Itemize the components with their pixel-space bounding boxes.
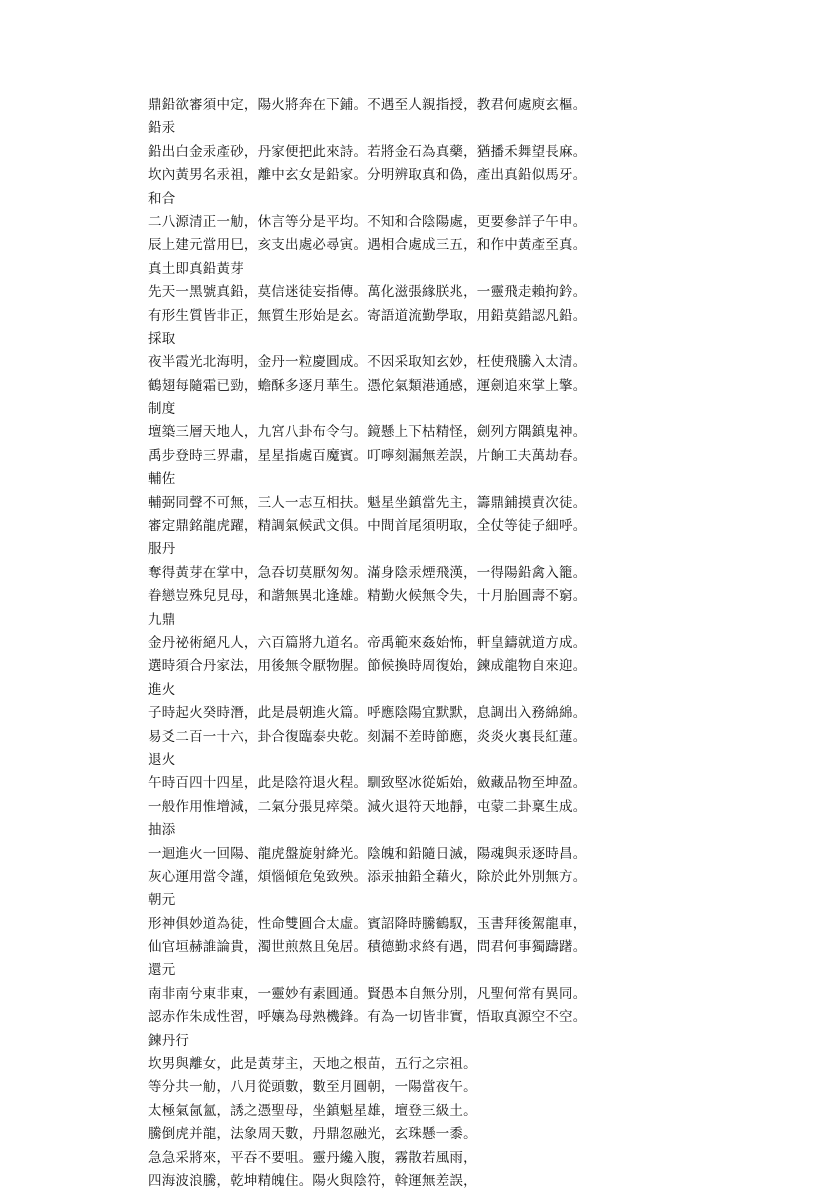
text-line: 眷戀豈殊兒見母，和諧無異北逢雄。精勤火候無令失，十月胎圓壽不窮。 (148, 588, 587, 605)
text-line: 鶴翅每隨霜已勁，蟾酥多逐月華生。憑佗氣類港通感，運劍追來掌上擎。 (148, 377, 587, 394)
text-line: 等分共一觔，八月從頭數，數至月圓朝，一陽當夜午。 (148, 1079, 477, 1096)
text-line: 一迴進火一回陽、龍虎盤旋射絳光。陰魄和鉛隨日滅，陽魂與汞逐時昌。 (148, 845, 587, 862)
text-line: 抽添 (148, 822, 176, 839)
text-line: 南非南兮東非東，一靈妙有素圓通。賢愚本自無分別，凡聖何常有異同。 (148, 985, 587, 1002)
text-line: 輔弼同聲不可無，三人一志互相扶。魁星坐鎮當先主，籌鼎鋪摸責次徒。 (148, 494, 587, 511)
text-line: 制度 (148, 401, 176, 418)
text-line: 九鼎 (148, 611, 176, 628)
text-line: 一般作用惟增減，二氣分張見瘁榮。減火退符天地靜，屯蒙二卦稟生成。 (148, 798, 587, 815)
text-line: 輔佐 (148, 471, 176, 488)
text-line: 採取 (148, 330, 176, 347)
text-line: 還元 (148, 962, 176, 979)
text-line: 四海波浪騰，乾坤精魄住。陽火與陰符，斡運無差誤， (148, 1172, 477, 1189)
text-body (148, 94, 788, 1193)
text-line: 鉛出白金汞產砂，丹家便把此來詩。若將金石為真藥，猶播禾舞望長麻。 (148, 143, 587, 160)
text-line: 易爻二百一十六，卦合復臨泰央乾。刻漏不差時節應，炎炎火裏長紅蓮。 (148, 728, 587, 745)
text-line: 坎男與離女，此是黃芽主，天地之根苗，五行之宗祖。 (148, 1056, 477, 1073)
text-line: 夜半霞光北海明，金丹一粒慶圓成。不因采取知玄妙，枉使飛騰入太清。 (148, 354, 587, 371)
text-line: 選時須合丹家法，用後無令厭物腥。節候換時周復始，鍊成龍物自來迎。 (148, 658, 587, 675)
text-line: 審定鼎銘龍虎躍，精調氣候武文俱。中間首尾須明取，全仗等徒子細呼。 (148, 518, 587, 535)
text-line: 坎內黃男名汞祖，離中玄女是鉛家。分明辨取真和偽，產出真鉛似馬牙。 (148, 167, 587, 184)
text-line: 奪得黃芽在掌中，急吞切莫厭匆匆。滿身陰汞煙飛漢，一得陽鉛禽入籠。 (148, 564, 587, 581)
text-line: 二八源清正一觔，休言等分是平均。不知和合陰陽處，更要參詳子午申。 (148, 213, 587, 230)
text-line: 騰倒虎并龍，法象周天數，丹鼎忽融光，玄珠懸一黍。 (148, 1126, 477, 1143)
text-line: 認赤作朱成性習，呼孃為母熟機鋒。有為一切皆非實，悟取真源空不空。 (148, 1009, 587, 1026)
text-line: 退火 (148, 751, 176, 768)
text-line: 辰上建元當用巳，亥支出處必尋寅。遇相合處成三五，和作中黃產至真。 (148, 237, 587, 254)
text-line: 和合 (148, 190, 176, 207)
text-line: 壇築三層天地人，九宮八卦布令勻。鏡懸上下枯精怪，劍列方隅鎮鬼神。 (148, 424, 587, 441)
text-line: 急急采將來，平吞不要咀。靈丹纔入腹，霧散若風雨， (148, 1149, 477, 1166)
text-line: 禹步登時三界肅，星星指處百魔賓。叮嚀刻漏無差誤，片餉工夫萬劫春。 (148, 447, 587, 464)
text-line: 形神俱妙道為徒，性命雙圓合太虛。賓詔降時騰鶴馭，玉書拜後駕龍車， (148, 915, 587, 932)
text-line: 先天一黑號真鉛，莫信迷徒妄指傳。萬化滋張緣朕兆，一靈飛走賴拘鈐。 (148, 284, 587, 301)
text-line: 鍊丹行 (148, 1032, 190, 1049)
text-line: 太極氣氤氳，誘之憑聖母，坐鎮魁星雄，壇登三級土。 (148, 1102, 477, 1119)
text-line: 金丹祕術絕凡人，六百篇將九道名。帝禹範來姦始怖，軒皇鑄就道方成。 (148, 634, 587, 651)
text-line: 進火 (148, 681, 176, 698)
text-line: 子時起火癸時潛，此是晨朝進火篇。呼應陰陽宜默默，息調出入務綿綿。 (148, 705, 587, 722)
text-line: 午時百四十四星，此是陰符退火程。馴致堅冰從姤始，斂藏品物至坤盈。 (148, 775, 587, 792)
text-line: 真土即真鉛黃芽 (148, 260, 244, 277)
text-line: 鼎鉛欲審須中定，陽火將奔在下鋪。不遇至人親指授，教君何處庾玄樞。 (148, 97, 587, 113)
text-line: 灰心運用當令謹，煩惱傾危兔致殃。添汞抽鉛全藉火，除於此外別無方。 (148, 868, 587, 885)
text-line: 有形生質皆非正，無質生形始是玄。寄語道流勤學取，用鉛莫錯認凡鉛。 (148, 307, 587, 324)
text-line: 鉛汞 (148, 120, 176, 137)
text-line: 服丹 (148, 541, 176, 558)
text-line: 朝元 (148, 892, 176, 909)
text-line: 仙官垣赫誰論貴，濁世煎熬且兔居。積德勤求終有遇，問君何事獨躊躇。 (148, 939, 587, 956)
